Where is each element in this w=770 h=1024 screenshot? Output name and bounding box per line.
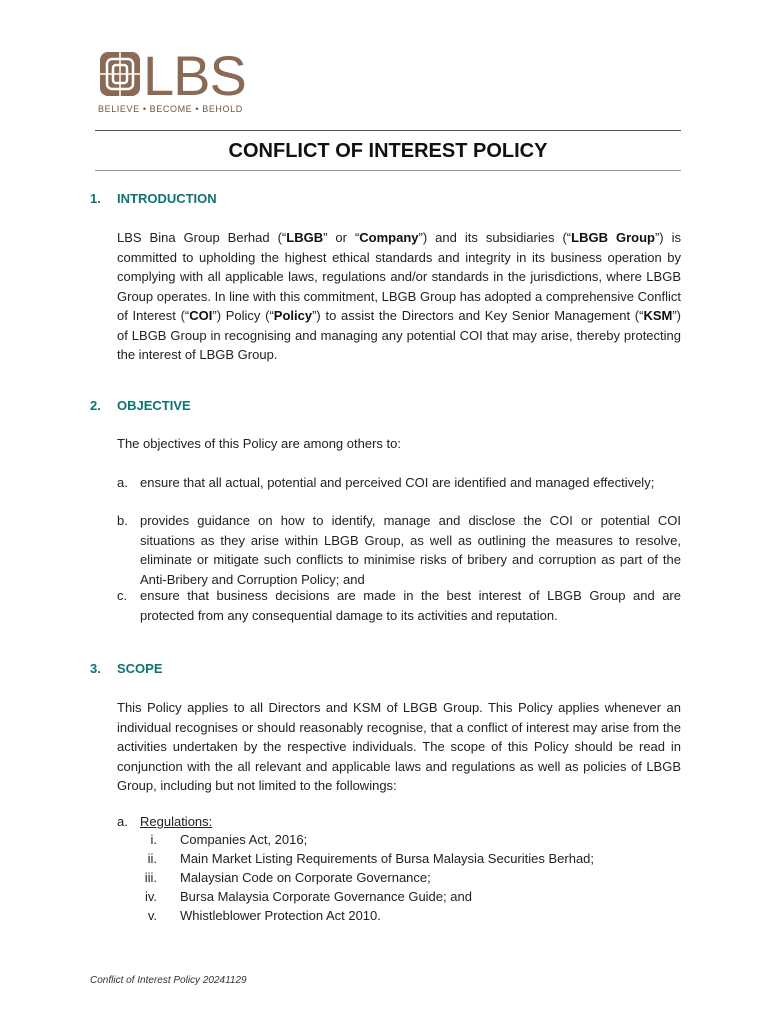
scope-paragraph: This Policy applies to all Directors and KSM of LBGB Group. This Policy applies whenever an individual recognises or should reasonably recognise, that a conflict of interest may arise from the activities undertaken by the respective individuals. The scope of this Policy should be read in conjunction with the all relevant and applicable laws and regulations as well as policies of LBGB Group, including but not limited to the followings: [117, 700, 681, 793]
list-marker: iii. [144, 870, 157, 885]
section-number: 3. [90, 661, 101, 676]
list-marker: i. [150, 832, 157, 847]
list-item-text: Malaysian Code on Corporate Governance; [180, 870, 431, 885]
list-marker: b. [117, 513, 128, 528]
regulations-list [117, 830, 681, 930]
list-item-text: ensure that business decisions are made in the best interest of LBGB Group and are protected from any consequential damage to its activities and reputation. [140, 588, 681, 623]
list-item [117, 511, 681, 591]
section-number: 2. [90, 398, 101, 413]
list-marker: a. [117, 475, 128, 490]
list-marker: a. [117, 814, 128, 829]
list-item-text: Whistleblower Protection Act 2010. [180, 908, 381, 923]
header-rule [95, 130, 681, 131]
section-number: 1. [90, 191, 101, 206]
section-heading-objective: OBJECTIVE [117, 398, 191, 413]
list-marker: v. [147, 908, 157, 923]
list-marker: c. [117, 588, 128, 603]
list-item [117, 812, 681, 832]
list-item-text: ensure that all actual, potential and perceived COI are identified and managed effectively; [140, 475, 655, 490]
list-item-text: provides guidance on how to identify, manage and disclose the COI or potential COI situations as they arise within LBGB Group, as well as outlining the measures to resolve, eliminate or mitigate such conflicts to minimise risks of bribery and corruption as part of the Anti-Bribery and Corruption Policy; and [140, 513, 681, 587]
list-marker: ii. [147, 851, 157, 866]
list-marker: iv. [144, 889, 157, 904]
page-footer: Conflict of Interest Policy 20241129 [90, 975, 247, 986]
list-item-text: Companies Act, 2016; [180, 832, 308, 847]
logo-text: LBS [143, 44, 246, 107]
list-item-text: Bursa Malaysia Corporate Governance Guide; and [180, 889, 472, 904]
regulations-heading: Regulations: [140, 814, 213, 829]
introduction-paragraph: LBS Bina Group Berhad (“LBGB” or “Company”) and its subsidiaries (“LBGB Group”) is committed to upholding the highest ethical standards and integrity in its business operation by complying with all applicable laws, regulations and/or standards in the jurisdictions, where LBGB Group operates. In line with this commitment, LBGB Group has adopted a comprehensive Conflict of Interest (“COI”) Policy (“Policy”) to assist the Directors and Key Senior Management (“KSM”) of LBGB Group in recognising and managing any potential COI that may arise, thereby protecting the interest of LBGB Group. [117, 230, 681, 362]
section-heading-introduction: INTRODUCTION [117, 191, 217, 206]
list-item-text: Main Market Listing Requirements of Bursa Malaysia Securities Berhad; [180, 851, 595, 866]
lbs-logo-mark [98, 50, 142, 98]
logo-tagline: BELIEVE • BECOME • BEHOLD [98, 104, 243, 114]
list-item [117, 586, 681, 626]
page-title: CONFLICT OF INTEREST POLICY [228, 140, 548, 162]
title-rule [95, 170, 681, 171]
list-item [117, 473, 681, 513]
section-heading-scope: SCOPE [117, 661, 163, 676]
objective-intro: The objectives of this Policy are among others to: [117, 436, 401, 451]
